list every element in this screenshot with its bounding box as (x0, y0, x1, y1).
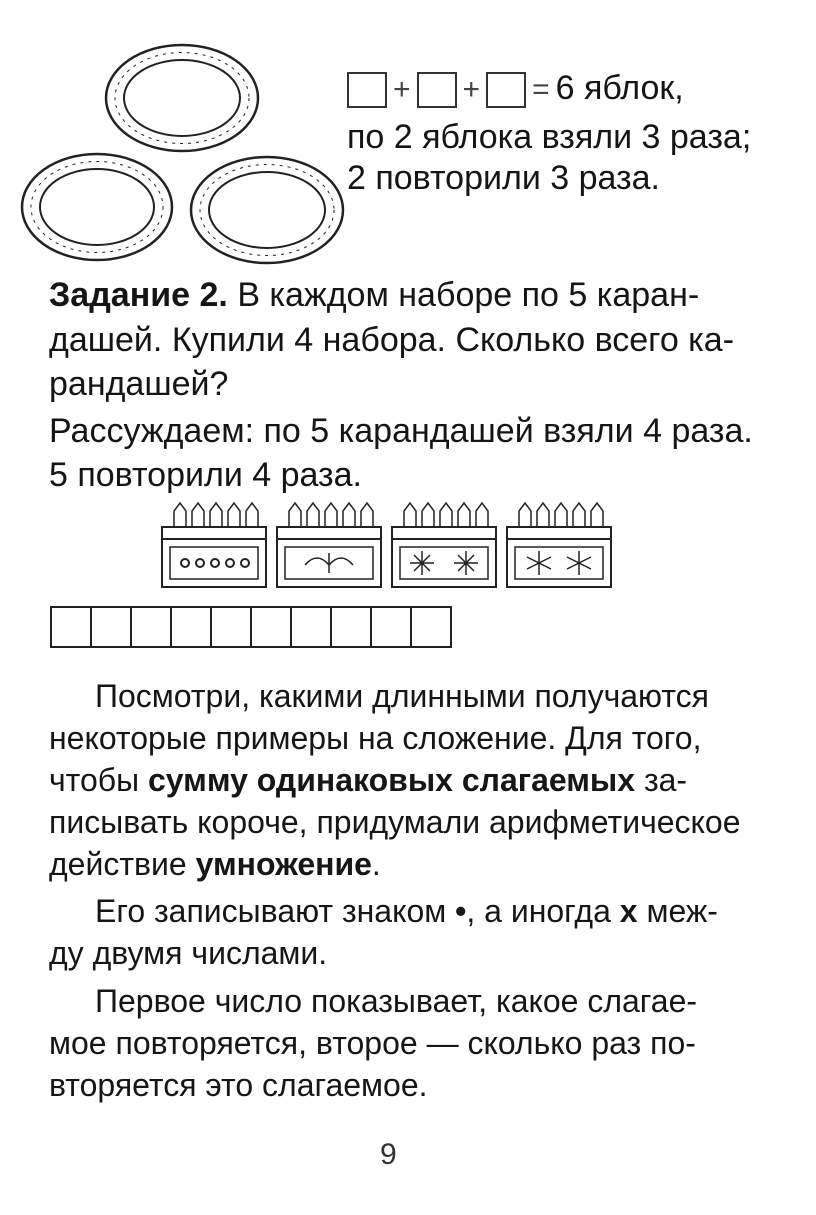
rule-text: за- (635, 762, 688, 798)
rule-text: Его записывают знаком (95, 893, 456, 929)
answer-cell[interactable] (210, 606, 252, 648)
term-sum-of-equal-addends: сумму одинаковых слагаемых (147, 762, 636, 798)
answer-cell[interactable] (90, 606, 132, 648)
pencil-sets-illustration (160, 495, 620, 595)
answer-cell[interactable] (410, 606, 452, 648)
rule-p1-line-4: писывать короче, придумали арифметическое (49, 804, 741, 840)
rule-p3-line-3: вторяется это слагаемое. (49, 1067, 428, 1103)
rule-p1-line-5 (49, 843, 381, 885)
plates-illustration (20, 30, 350, 270)
rule-p1-line-2: некоторые примеры на сложение. Для того, (49, 720, 702, 756)
task2-line-1 (49, 275, 699, 315)
pencil-set (392, 503, 496, 587)
rule-p3-line-1: Первое число показывает, какое слагае- (95, 983, 698, 1019)
pencil-set (162, 503, 266, 587)
answer-cells-row (50, 606, 452, 648)
answer-cell[interactable] (330, 606, 372, 648)
equals-sign: = (532, 73, 550, 107)
multiply-dot-sign: • (455, 893, 467, 929)
task2-line-3: рандашей? (49, 365, 229, 403)
rule-text: , а иногда (466, 893, 620, 929)
reasoning-line-2: 5 повторили 4 раза. (49, 456, 363, 494)
rule-text: чтобы (49, 762, 148, 798)
task2-text: В каждом наборе по 5 каран- (237, 276, 700, 314)
multiply-x-sign: x (619, 893, 638, 929)
task2-line-2: дашей. Купили 4 набора. Сколько всего ка- (49, 321, 735, 359)
task2-label: Задание 2. (49, 276, 228, 314)
equation-line (347, 68, 684, 110)
rule-p2-line-1 (95, 890, 718, 932)
plus-sign: + (393, 73, 411, 107)
plus-sign: + (462, 73, 481, 107)
plate-bottom-left (22, 154, 172, 260)
rule-p1-line-3 (49, 759, 687, 801)
answer-cell[interactable] (170, 606, 212, 648)
answer-box-3[interactable] (486, 72, 526, 108)
example-line-3: 2 повторили 3 раза. (347, 159, 661, 197)
equation-result: 6 яблок, (555, 69, 684, 107)
term-multiplication: умножение (195, 846, 372, 882)
example-line-2: по 2 яблока взяли 3 раза; (347, 118, 752, 156)
reasoning-line-1: Рассуждаем: по 5 карандашей взяли 4 раза. (49, 412, 753, 450)
answer-cell[interactable] (290, 606, 332, 648)
answer-cell[interactable] (250, 606, 292, 648)
plate-top (106, 45, 258, 151)
answer-cell[interactable] (50, 606, 92, 648)
page-number: 9 (380, 1138, 397, 1171)
plate-bottom-right (191, 157, 343, 263)
rule-p1-line-1: Посмотри, какими длинными получаются (95, 678, 709, 714)
rule-text: . (371, 846, 381, 882)
rule-p2-line-2: ду двумя числами. (49, 935, 328, 971)
pencil-set (277, 503, 381, 587)
answer-cell[interactable] (370, 606, 412, 648)
rule-text: меж- (637, 893, 718, 929)
rule-text: действие (49, 846, 196, 882)
rule-p3-line-2: мое повторяется, второе — сколько раз по- (49, 1025, 696, 1061)
answer-cell[interactable] (130, 606, 172, 648)
answer-box-2[interactable] (417, 72, 457, 108)
pencil-set (507, 503, 611, 587)
answer-box-1[interactable] (347, 72, 387, 108)
